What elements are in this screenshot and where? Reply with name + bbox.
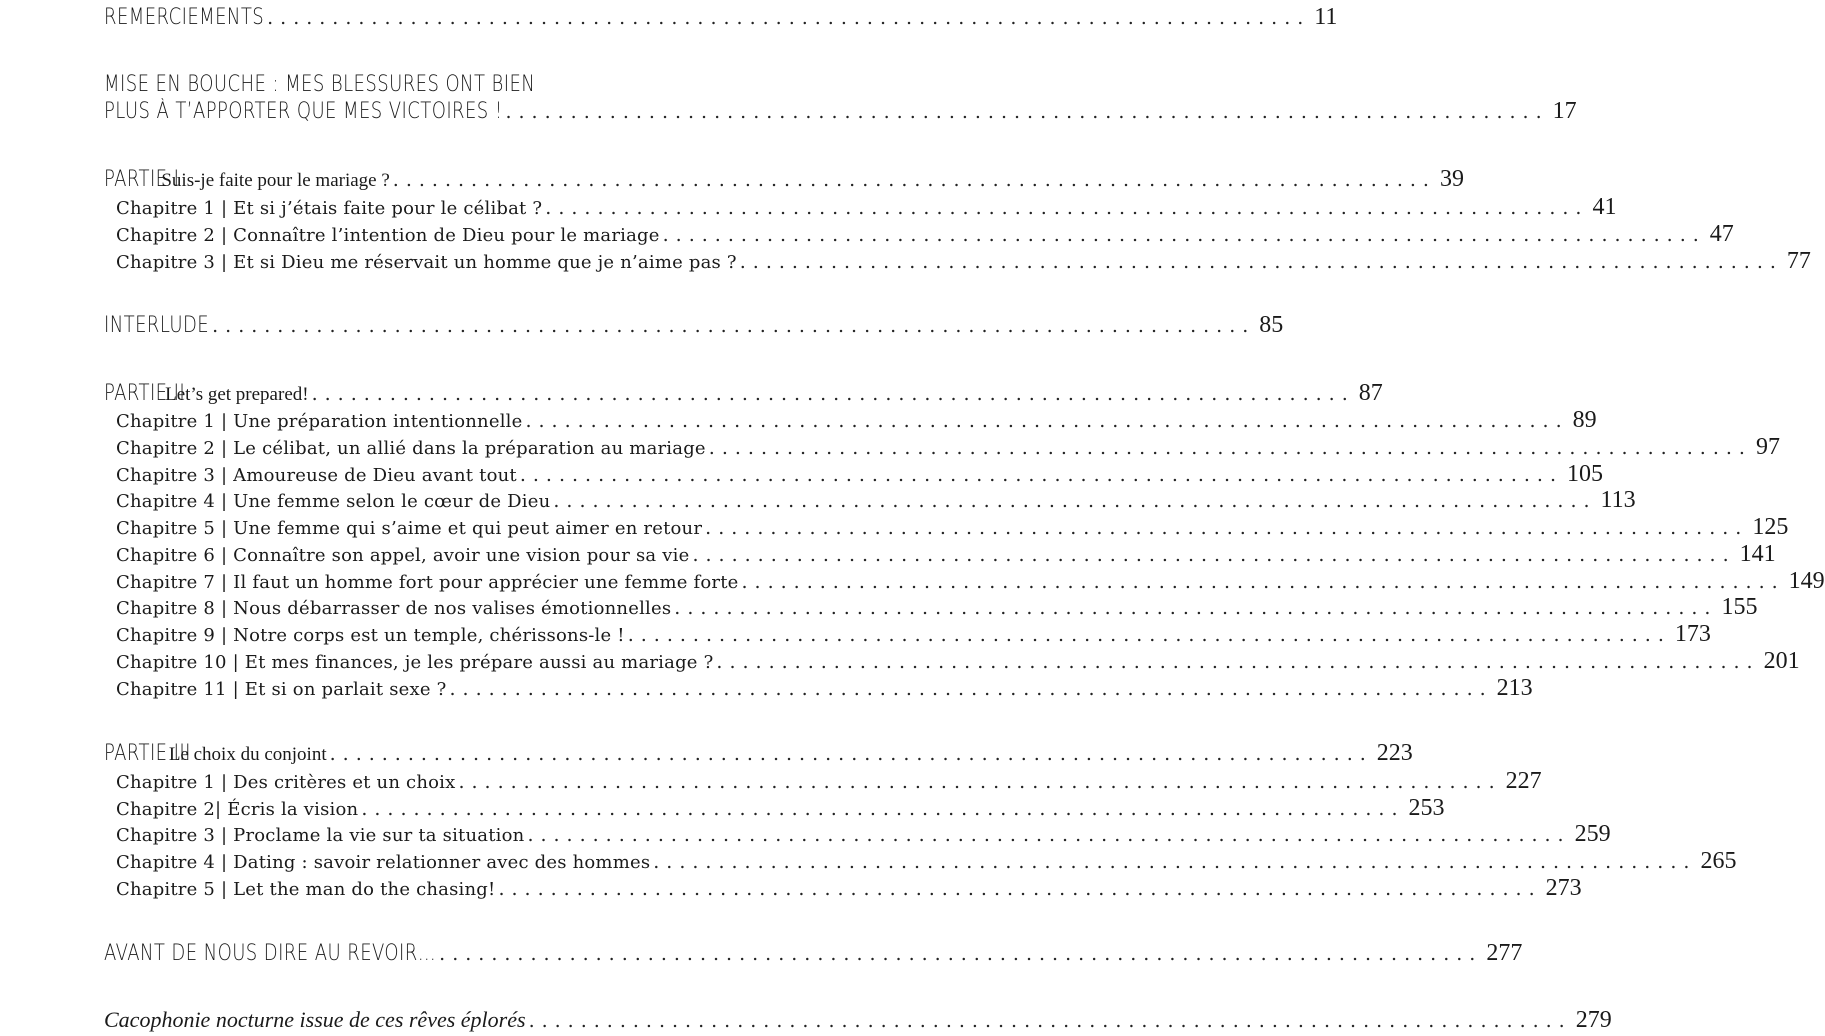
leader-dots: ................................................................................ — [519, 464, 1564, 486]
toc-chapter — [116, 568, 1825, 595]
leader-dots: ................................................................................ — [449, 678, 1493, 700]
chapter-label: Chapitre 8 | Nous débarrasser de nos valises émotionnelles — [116, 598, 672, 619]
toc-part-3 — [104, 740, 1413, 767]
part-title: Le choix du conjoint — [168, 744, 327, 765]
chapter-label: Chapitre 1 | Et si j’étais faite pour le célibat ? — [116, 198, 543, 219]
leader-dots: ................................................................................ — [361, 798, 1405, 820]
page-number: 277 — [1486, 940, 1523, 966]
page-number: 125 — [1752, 514, 1789, 540]
toc-chapter — [116, 821, 1611, 848]
toc-chapter — [116, 648, 1800, 675]
page-number: 149 — [1788, 568, 1825, 594]
toc-part-1 — [104, 166, 1464, 193]
toc-entry-cacophonie — [104, 1007, 1612, 1034]
toc-entry-avant — [104, 940, 1523, 967]
chapter-label: Chapitre 3 | Amoureuse de Dieu avant tout — [116, 465, 517, 486]
page-number: 227 — [1505, 768, 1542, 794]
page-number: 87 — [1358, 380, 1383, 406]
toc-entry-remerciements — [104, 4, 1338, 31]
page-number: 89 — [1572, 407, 1597, 433]
leader-dots: ................................................................................ — [527, 824, 1571, 846]
chapter-label: Chapitre 9 | Notre corps est un temple, chérissons-le ! — [116, 625, 625, 646]
chapter-label: Chapitre 5 | Let the man do the chasing! — [116, 879, 496, 900]
page-number: 17 — [1552, 98, 1577, 124]
toc-chapter — [116, 541, 1776, 568]
toc-chapter — [116, 768, 1542, 795]
leader-dots: ................................................................................ — [653, 851, 1697, 873]
leader-dots: ................................................................................ — [545, 197, 1589, 219]
chapter-label: Chapitre 2| Écris la vision — [116, 799, 359, 820]
leader-dots: ................................................................................ — [708, 437, 1752, 459]
entry-label: Cacophonie nocturne issue de ces rêves éplorés — [104, 1007, 526, 1032]
leader-dots: ................................................................................ — [705, 517, 1749, 539]
toc-chapter — [116, 594, 1758, 621]
leader-dots: ................................................................................ — [267, 7, 1311, 29]
entry-label-line2: PLUS À T’APPORTER QUE MES VICTOIRES ! — [104, 99, 503, 124]
leader-dots: ................................................................................ — [458, 771, 1502, 793]
page-number: 213 — [1496, 675, 1533, 701]
page-number: 39 — [1439, 166, 1464, 192]
chapter-label: Chapitre 10 | Et mes finances, je les prépare aussi au mariage ? — [116, 652, 714, 673]
leader-dots: ................................................................................ — [553, 490, 1597, 512]
chapter-label: Chapitre 2 | Le célibat, un allié dans la préparation au mariage — [116, 438, 706, 459]
page-number: 173 — [1674, 621, 1711, 647]
entry-label-line1: MISE EN BOUCHE : MES BLESSURES ONT BIEN — [104, 72, 536, 97]
toc-chapter — [116, 875, 1582, 902]
leader-dots: ................................................................................ — [498, 878, 1542, 900]
leader-dots: ................................................................................ — [692, 544, 1736, 566]
page-number: 113 — [1600, 487, 1636, 513]
toc-chapter — [116, 248, 1811, 275]
leader-dots: ................................................................................ — [741, 571, 1785, 593]
toc-chapter — [116, 621, 1711, 648]
leader-dots: ................................................................................ — [525, 410, 1569, 432]
leader-dots: ................................................................................ — [329, 743, 1373, 765]
toc-chapter — [116, 675, 1533, 702]
toc-chapter — [116, 407, 1597, 434]
leader-dots: ................................................................................ — [505, 101, 1549, 123]
chapter-label: Chapitre 1 | Une préparation intentionnelle — [116, 411, 523, 432]
toc-chapter — [116, 221, 1734, 248]
chapter-label: Chapitre 1 | Des critères et un choix — [116, 772, 456, 793]
page-number: 47 — [1709, 221, 1734, 247]
toc-chapter — [116, 514, 1789, 541]
leader-dots: ................................................................................ — [674, 597, 1718, 619]
toc-chapter — [116, 795, 1445, 822]
entry-label: REMERCIEMENTS — [104, 5, 265, 30]
toc-chapter — [116, 434, 1780, 461]
page-number: 265 — [1700, 848, 1737, 874]
page-number: 11 — [1314, 4, 1338, 30]
chapter-label: Chapitre 3 | Et si Dieu me réservait un homme que je n’aime pas ? — [116, 252, 737, 273]
toc-chapter — [116, 487, 1636, 514]
leader-dots: ................................................................................ — [662, 224, 1706, 246]
chapter-label: Chapitre 3 | Proclame la vie sur ta situation — [116, 825, 525, 846]
leader-dots: ................................................................................ — [627, 624, 1671, 646]
toc-entry-interlude — [104, 312, 1284, 339]
entry-label: AVANT DE NOUS DIRE AU REVOIR… — [104, 941, 437, 966]
toc-chapter — [116, 194, 1617, 221]
chapter-label: Chapitre 7 | Il faut un homme fort pour apprécier une femme forte — [116, 572, 739, 593]
chapter-label: Chapitre 11 | Et si on parlait sexe ? — [116, 679, 447, 700]
part-title: Suis-je faite pour le mariage ? — [161, 170, 390, 191]
toc-entry-mise-en-bouche-line1 — [104, 72, 630, 97]
leader-dots: ................................................................................ — [716, 651, 1760, 673]
toc-part-2 — [104, 380, 1383, 407]
leader-dots: ................................................................................ — [311, 383, 1355, 405]
toc-entry-mise-en-bouche — [104, 98, 1577, 125]
part-label: PARTIE III — [104, 741, 191, 766]
leader-dots: ................................................................................ — [392, 169, 1436, 191]
page-number: 41 — [1592, 194, 1617, 220]
chapter-label: Chapitre 6 | Connaître son appel, avoir une vision pour sa vie — [116, 545, 690, 566]
leader-dots: ................................................................................ — [439, 943, 1483, 965]
chapter-label: Chapitre 2 | Connaître l’intention de Dieu pour le mariage — [116, 225, 660, 246]
page-number: 253 — [1408, 795, 1445, 821]
page-number: 97 — [1755, 434, 1780, 460]
page-number: 259 — [1574, 821, 1611, 847]
page-number: 155 — [1721, 594, 1758, 620]
page-number: 105 — [1567, 461, 1604, 487]
page-number: 201 — [1763, 648, 1800, 674]
page-number: 77 — [1786, 248, 1811, 274]
part-label: PARTIE II — [104, 381, 186, 406]
page-number: 141 — [1739, 541, 1776, 567]
leader-dots: ................................................................................ — [528, 1010, 1572, 1032]
page-number: 223 — [1376, 740, 1413, 766]
toc-chapter — [116, 848, 1737, 875]
page-number: 85 — [1259, 312, 1284, 338]
toc-chapter — [116, 461, 1604, 488]
part-label: PARTIE I — [104, 167, 180, 192]
chapter-label: Chapitre 5 | Une femme qui s’aime et qui peut aimer en retour — [116, 518, 703, 539]
page-number: 273 — [1545, 875, 1582, 901]
chapter-label: Chapitre 4 | Une femme selon le cœur de Dieu — [116, 491, 551, 512]
entry-label: INTERLUDE — [104, 313, 210, 338]
chapter-label: Chapitre 4 | Dating : savoir relationner avec des hommes — [116, 852, 651, 873]
part-title: Let’s get prepared! — [165, 384, 309, 405]
leader-dots: ................................................................................ — [212, 315, 1256, 337]
leader-dots: ................................................................................ — [739, 251, 1783, 273]
page-number: 279 — [1575, 1007, 1612, 1033]
